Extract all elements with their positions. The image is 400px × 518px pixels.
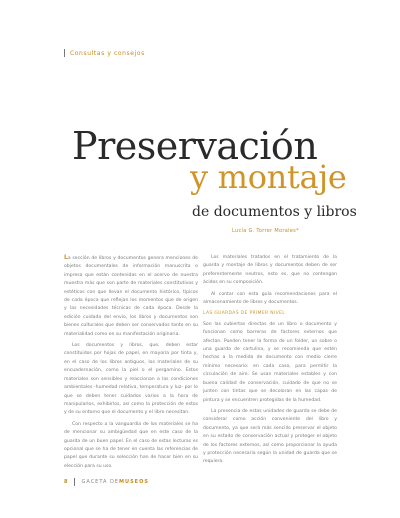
author-byline: Lucía G. Torrer Morales*: [232, 228, 299, 234]
section-label: [64, 49, 145, 57]
publication-name: [81, 479, 148, 485]
section-label-text: Consultas y consejos: [70, 49, 145, 57]
paragraph: Son las cubiertas directas de un libro o documento y funcionan como barreras de factores externos que afectan. Pueden tener la forma de un folder, un sobre o una guarda de cartulina, y se recomienda que estén hechas a la medida de documento con medio cierre mínimo necesario: en cada caso, para permitir la circulación de aire. Se usan materiales estables y con buena calidad de conservación, cuidado de que no se junten con tintas que se decoloran en las capas de pintura y se encuentren protegidas de la humedad.: [203, 321, 337, 403]
right-column: [203, 254, 337, 470]
paragraph: Los documentos y libros, que, deben estar constituidos por hojas de papel, en mayoría por tinta y, en el caso de los libros antiguos, los materiales de su encuadernación, como la piel o el pergamino. Estos materiales son sensibles y reaccionan a las condiciones ambientales -humedad relativa, temperatura y luz- por lo que se deben tener cuidados varios a la hora de manipularlos, exhibirlos, así como la protección de estos y de su entorno que el documento y el libro necesitan.: [64, 343, 198, 416]
section-subheading: LAS GUARDAS DE PRIMER NIVEL: [203, 311, 286, 317]
left-column: [64, 254, 198, 474]
publication-prefix: GACETA DE: [81, 479, 120, 485]
section-divider: [64, 49, 65, 57]
page-footer: [64, 478, 149, 486]
article-title-line1: Preservación: [72, 124, 318, 168]
footer-divider: [74, 478, 75, 486]
paragraph: La presencia de estas unidades de guarda se debe de considerar como acción conveniente del libro y documento, ya que será más sencillo preservar el objeto en su estado de conservación actual y proteger el objeto de los factores externos, así como proporcionar la ayuda y protección necesaria según la unidad de guarda que se requiera.: [203, 408, 337, 465]
paragraph: Los materiales tratados en el tratamiento de la guarda y montaje de libros y documentos deben de ser preferentemente neutros, esto es, que no contengan ácidos en su composición.: [203, 255, 337, 286]
paragraph-text: a sección de libros y documentos genera menciones de objetos documentales de información manuscrita o impresa que están contenidas en el acervo de nuestra muestra más que son parte de materiales constitutivos y estéticos con que llevan el documento histórico, típicos de cada época que reflejan los momentos que de origen y las necesidades técnicas de cada época. Desde la edición cuidada del envío, los libros y documentos son bienes culturales que deben ser conservados tanto en su materialidad como en su manifestación originaria.: [64, 256, 198, 337]
drop-cap: L: [64, 254, 68, 261]
publication-highlight: MUSEOS: [119, 479, 149, 485]
article-subtitle: de documentos y libros: [192, 204, 357, 220]
article-title-line2: y montaje: [190, 158, 347, 196]
page-number: 8: [64, 479, 69, 485]
paragraph: Con respecto a la vanguardia de los materiales se ha de mencionar su ambigüedad que en este caso de la guarda de un buen papel. En el caso de estas lecturas es opcional que se ha de tener en cuenta las referencias de papel que durante su selección han de hacer bien en su elección para su uso.: [64, 421, 198, 469]
paragraph: [64, 254, 198, 339]
paragraph: Al contar con esta guía recomendaciones para el almacenamiento de libros y documentos.: [203, 291, 337, 306]
